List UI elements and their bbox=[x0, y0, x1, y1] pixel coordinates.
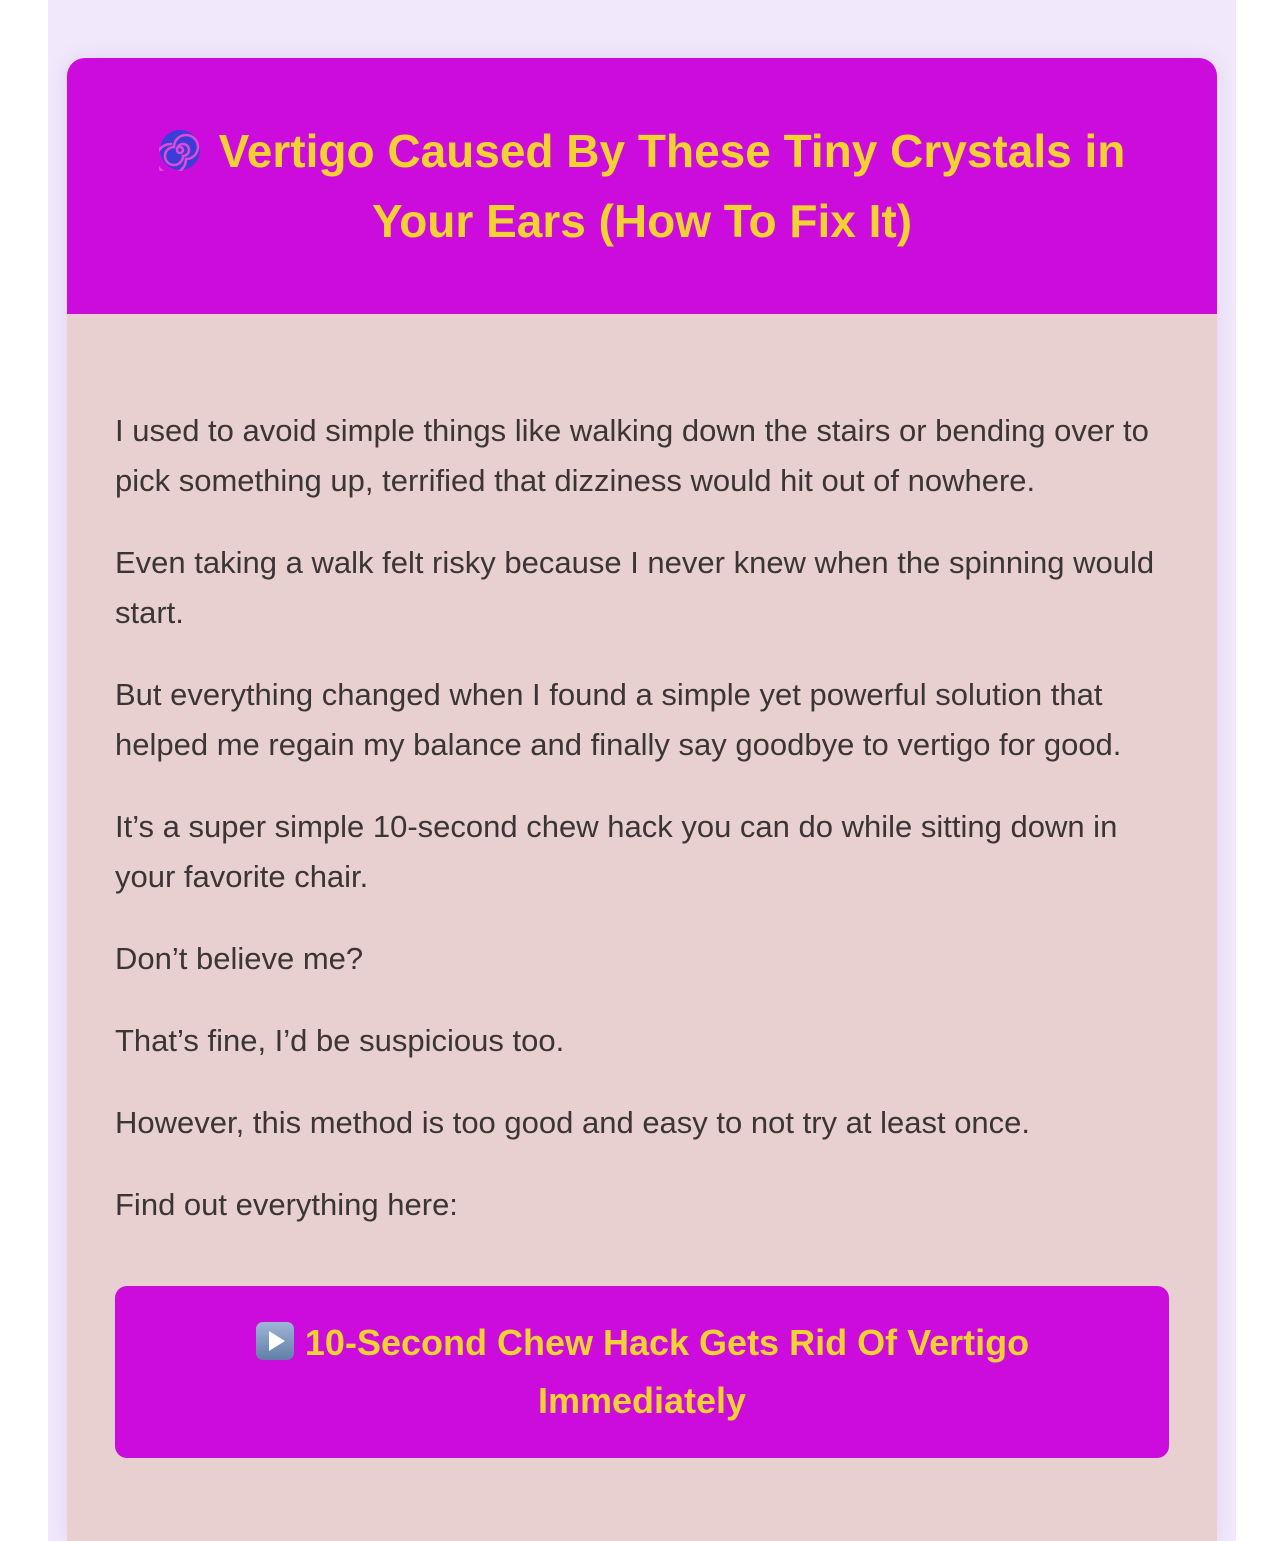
article-header bbox=[67, 58, 1217, 314]
paragraph: However, this method is too good and easy to not try at least once. bbox=[115, 1105, 1031, 1140]
play-button-icon bbox=[255, 1321, 295, 1361]
cta-label-wrapper bbox=[175, 1314, 1109, 1430]
paragraph: That’s fine, I’d be suspicious too. bbox=[115, 1023, 565, 1058]
article-card bbox=[67, 58, 1217, 1541]
article-title-heading bbox=[127, 116, 1157, 256]
paragraph: But everything changed when I found a simple yet powerful solution that helped me regain my balance and finally say goodbye to vertigo for good. bbox=[115, 677, 1122, 762]
cta-label: 10-Second Chew Hack Gets Rid Of Vertigo Immediately bbox=[304, 1322, 1030, 1421]
paragraph: I used to avoid simple things like walking down the stairs or bending over to pick something up, terrified that dizziness would hit out of nowhere. bbox=[115, 413, 1149, 498]
cyclone-icon bbox=[159, 129, 201, 171]
article-body bbox=[67, 314, 1217, 1458]
paragraph: Find out everything here: bbox=[115, 1187, 458, 1222]
paragraph: Don’t believe me? bbox=[115, 941, 364, 976]
article-title: Vertigo Caused By These Tiny Crystals in Your Ears (How To Fix It) bbox=[218, 125, 1126, 247]
paragraph: Even taking a walk felt risky because I never knew when the spinning would start. bbox=[115, 545, 1155, 630]
paragraph: It’s a super simple 10-second chew hack you can do while sitting down in your favorite chair. bbox=[115, 809, 1118, 894]
cta-button[interactable] bbox=[115, 1286, 1169, 1458]
